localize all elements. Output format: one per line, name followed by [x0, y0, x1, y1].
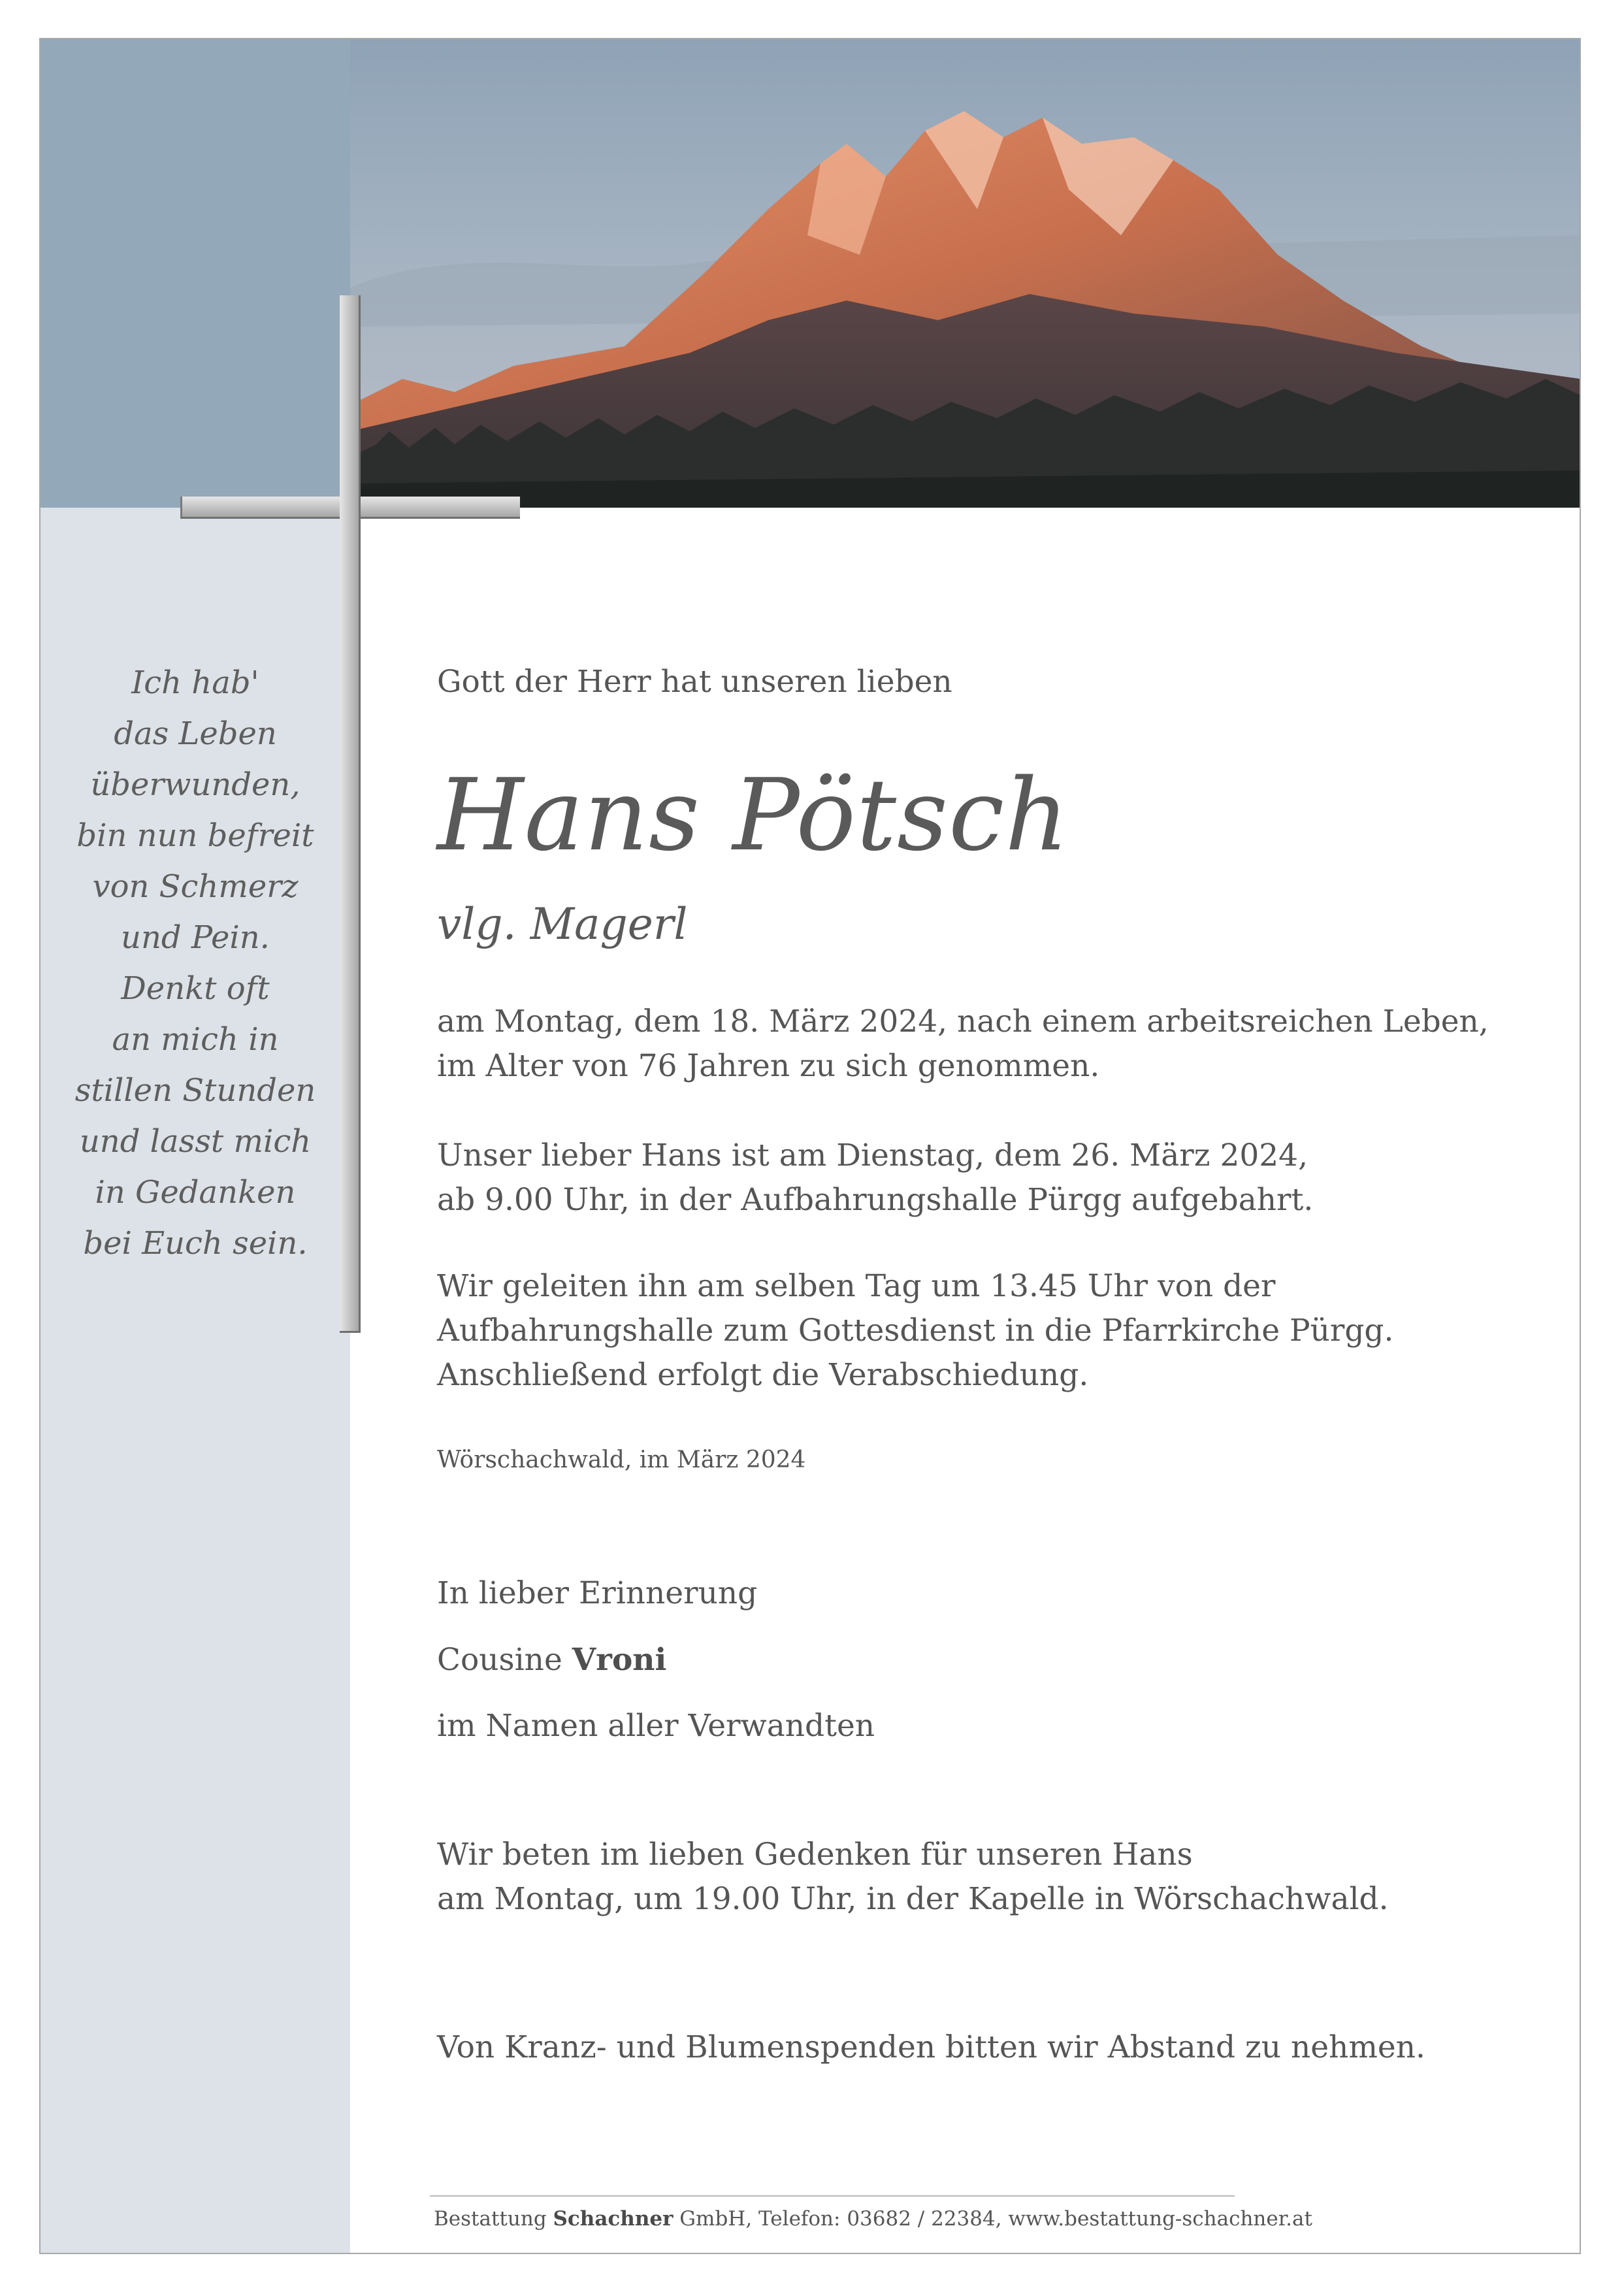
vulgo-name: vlg. Magerl	[437, 899, 688, 949]
relatives-line: im Namen aller Verwandten	[437, 1708, 875, 1744]
viewing-info	[437, 1134, 1313, 1222]
memorial-poem	[41, 657, 350, 1269]
poem-line: und Pein.	[121, 919, 270, 956]
footer-divider	[430, 2195, 1235, 2197]
text-line: Anschließend erfolgt die Verabschiedung.	[437, 1357, 1089, 1393]
deceased-name: Hans Pötsch	[437, 757, 1070, 873]
text-line: Aufbahrungshalle zum Gottesdienst in die Pfarrkirche Pürgg.	[437, 1313, 1394, 1349]
mountain-sunset-photo	[350, 39, 1581, 508]
cousin-prefix: Cousine	[437, 1642, 572, 1678]
poem-line: von Schmerz	[92, 868, 299, 905]
top-left-color-block	[41, 39, 350, 508]
flowers-note: Von Kranz- und Blumenspenden bitten wir Abstand zu nehmen.	[437, 2029, 1425, 2065]
intro-text: Gott der Herr hat unseren lieben	[437, 664, 952, 700]
footer-funeral-home	[434, 2204, 1312, 2233]
text-line: am Montag, dem 18. März 2024, nach einem arbeitsreichen Leben,	[437, 1004, 1489, 1040]
memory-line: In lieber Erinnerung	[437, 1575, 758, 1611]
poem-line: das Leben	[114, 715, 277, 752]
text-line: Wir geleiten ihn am selben Tag um 13.45 Uhr von der	[437, 1268, 1276, 1304]
funeral-info	[437, 1264, 1393, 1398]
poem-line: überwunden,	[90, 766, 300, 803]
text-line: Wir beten im lieben Gedenken für unseren Hans	[437, 1837, 1193, 1873]
cousin-line	[437, 1638, 666, 1682]
mountain-photo-icon	[350, 39, 1581, 508]
poem-line: stillen Stunden	[74, 1072, 316, 1109]
text-line: im Alter von 76 Jahren zu sich genommen.	[437, 1048, 1100, 1084]
poem-line: und lasst mich	[79, 1123, 312, 1160]
text-line: ab 9.00 Uhr, in der Aufbahrungshalle Pürgg aufgebahrt.	[437, 1182, 1314, 1218]
text-line: am Montag, um 19.00 Uhr, in der Kapelle in Wörschachwald.	[437, 1881, 1389, 1917]
poem-line: Ich hab'	[131, 664, 259, 701]
footer-prefix: Bestattung	[434, 2207, 553, 2231]
poem-line: bin nun befreit	[76, 817, 314, 854]
cross-vertical-bar	[340, 295, 361, 1333]
death-announcement	[437, 1000, 1489, 1089]
prayer-info	[437, 1833, 1389, 1922]
poem-line: Denkt oft	[121, 970, 270, 1007]
footer-company: Schachner	[553, 2207, 674, 2231]
footer-contact: GmbH, Telefon: 03682 / 22384, www.bestattung-schachner.at	[673, 2207, 1312, 2231]
obituary-page	[39, 38, 1581, 2254]
cousin-name: Vroni	[572, 1642, 667, 1678]
poem-line: an mich in	[112, 1021, 279, 1058]
text-line: Unser lieber Hans ist am Dienstag, dem 26. März 2024,	[437, 1138, 1308, 1173]
poem-line: bei Euch sein.	[83, 1225, 308, 1262]
poem-line: in Gedanken	[95, 1174, 296, 1211]
place-date: Wörschachwald, im März 2024	[437, 1447, 806, 1473]
